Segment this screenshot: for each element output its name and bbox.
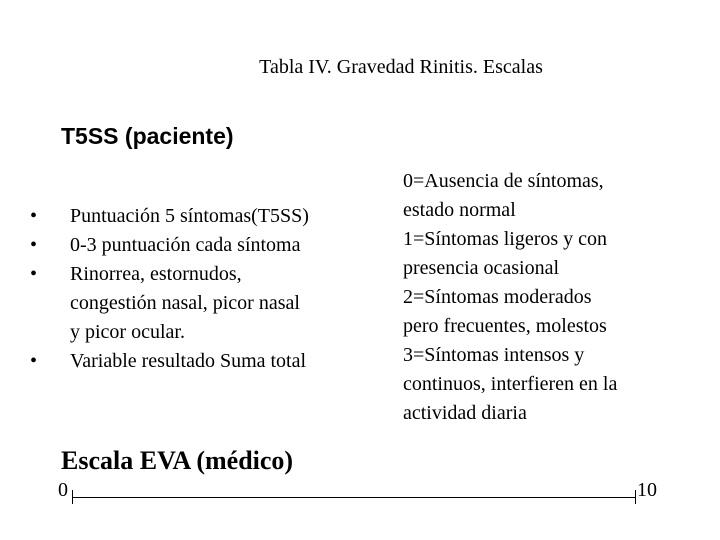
t5ss-heading: T5SS (paciente) [61, 123, 234, 149]
bullet-item [30, 202, 370, 231]
bullet-line: 0-3 puntuación cada síntoma [70, 234, 301, 256]
eva-min-label: 0 [58, 479, 68, 501]
bullet-line: congestión nasal, picor nasal [70, 292, 300, 314]
slide-title: Tabla IV. Gravedad Rinitis. Escalas [259, 56, 543, 78]
t5ss-bullet-list [30, 202, 370, 376]
t5ss-scale-description [403, 167, 703, 428]
bullet-icon: • [30, 263, 38, 285]
bullet-line: y picor ocular. [70, 321, 185, 343]
eva-heading: Escala EVA (médico) [61, 446, 294, 475]
scale-line: presencia ocasional [403, 257, 560, 279]
bullet-line: Puntuación 5 síntomas(T5SS) [70, 205, 309, 227]
scale-line: 1=Síntomas ligeros y con [403, 228, 608, 250]
bullet-item [30, 347, 370, 376]
bullet-line: Rinorrea, estornudos, [70, 263, 242, 285]
scale-line: actividad diaria [403, 402, 527, 424]
eva-scale-line [72, 497, 635, 498]
scale-line: 0=Ausencia de síntomas, [403, 170, 604, 192]
bullet-icon: • [30, 350, 38, 372]
bullet-icon: • [30, 205, 38, 227]
bullet-line: Variable resultado Suma total [70, 350, 307, 372]
scale-line: continuos, interfieren en la [403, 373, 618, 395]
scale-line: pero frecuentes, molestos [403, 315, 607, 337]
eva-scale-tick-max [635, 490, 636, 504]
eva-scale-tick-min [72, 490, 73, 504]
eva-max-label: 10 [637, 479, 657, 501]
scale-line: 2=Síntomas moderados [403, 286, 592, 308]
scale-line: 3=Síntomas intensos y [403, 344, 585, 366]
bullet-item [30, 231, 370, 260]
bullet-item [30, 260, 370, 347]
scale-line: estado normal [403, 199, 516, 221]
bullet-icon: • [30, 234, 38, 256]
